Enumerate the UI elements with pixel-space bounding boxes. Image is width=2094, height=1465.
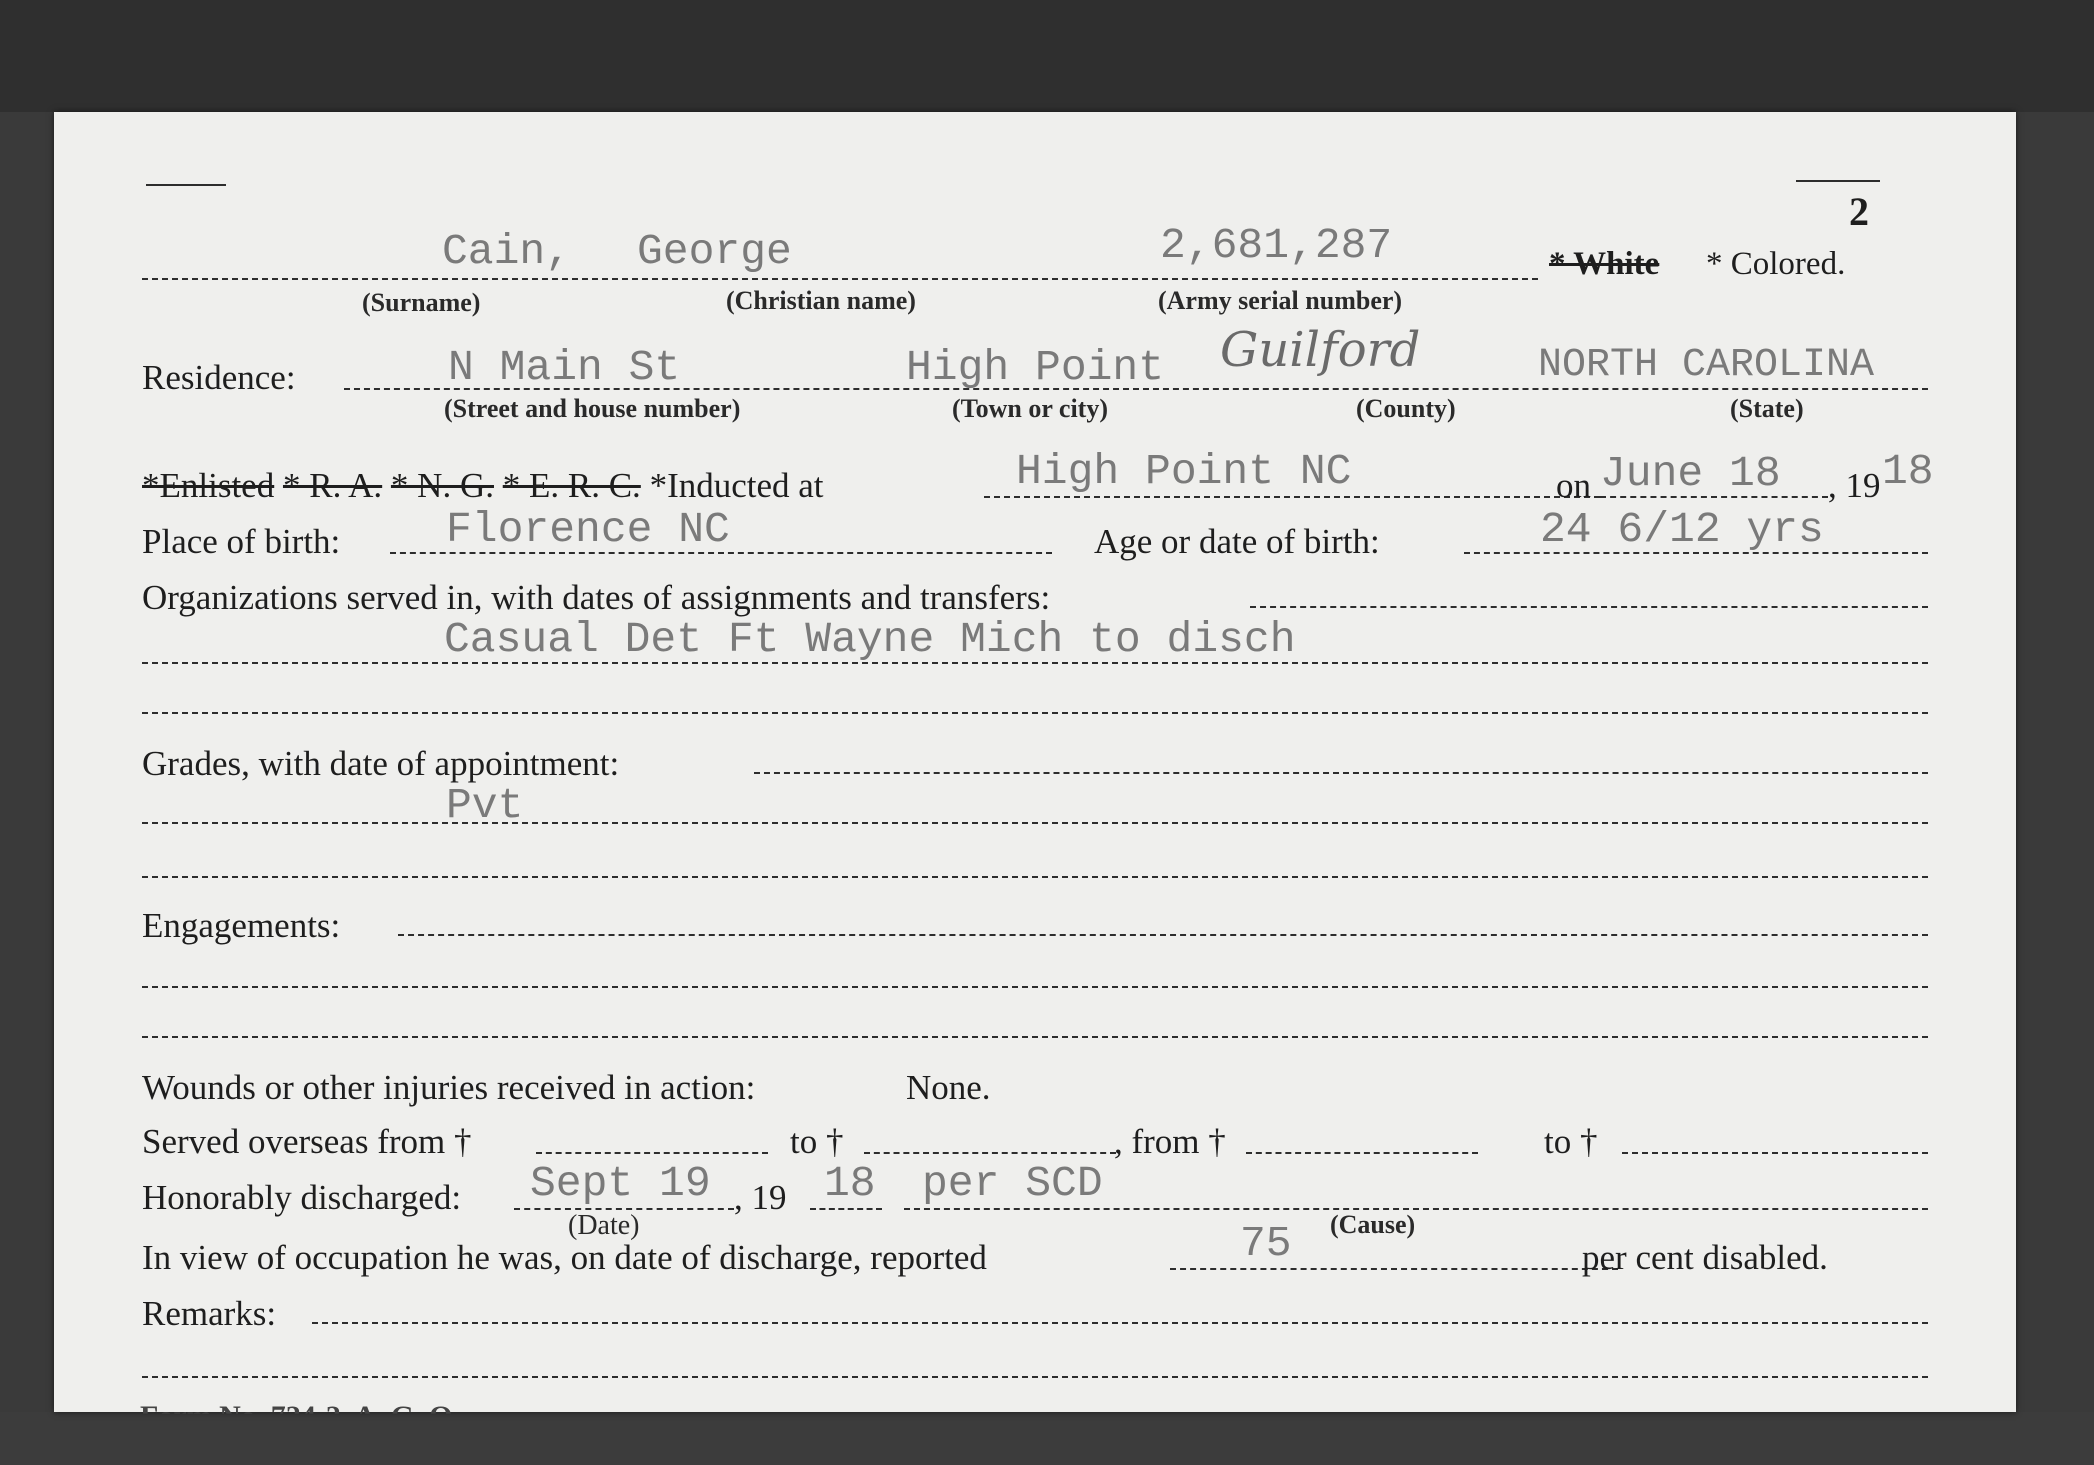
discharge-year-value: 18: [824, 1159, 876, 1208]
organizations-line-2: [142, 662, 1928, 664]
induction-date-value: June 18: [1600, 449, 1781, 498]
organizations-value: Casual Det Ft Wayne Mich to disch: [444, 615, 1296, 664]
caption-state: (State): [1730, 394, 1804, 423]
background-bottom: [0, 1412, 2094, 1465]
residence-label: Residence:: [142, 358, 296, 397]
county-value: Guilford: [1220, 322, 1421, 378]
remarks-label: Remarks:: [142, 1294, 277, 1333]
place-of-birth-value: Florence NC: [446, 505, 730, 554]
organizations-line-3: [142, 712, 1928, 714]
discharge-label: Honorably discharged:: [142, 1178, 462, 1217]
name-line: [142, 278, 1538, 280]
place-of-birth-label: Place of birth:: [142, 522, 341, 561]
induction-year-prefix: , 19: [1828, 466, 1881, 505]
background-top: [0, 0, 2094, 112]
grades-line-1: [754, 772, 1928, 774]
disability-value: 75: [1240, 1219, 1292, 1268]
overseas-from: , from †: [1114, 1122, 1226, 1161]
inducted-place-value: High Point NC: [1016, 447, 1352, 496]
service-record-card: [54, 112, 2016, 1412]
organizations-label: Organizations served in, with dates of assignments and transfers:: [142, 578, 1051, 617]
caption-serial-number: (Army serial number): [1158, 286, 1403, 315]
age-label: Age or date of birth:: [1094, 522, 1380, 561]
grades-line-3: [142, 876, 1928, 878]
town-value: High Point: [906, 343, 1165, 392]
discharge-year-prefix: , 19: [734, 1178, 787, 1217]
race-white: * White: [1549, 246, 1660, 282]
inducted-line: [984, 496, 1600, 498]
engagements-label: Engagements:: [142, 906, 341, 945]
engagements-line-3: [142, 1036, 1928, 1038]
grades-line-2: [142, 822, 1928, 824]
remarks-line-2: [142, 1376, 1928, 1378]
race-colored: * Colored.: [1706, 246, 1846, 282]
overseas-label: Served overseas from †: [142, 1122, 472, 1161]
enlistment-types: *Enlisted * R. A. * N. G. * E. R. C. *Inducted at: [142, 466, 824, 505]
disability-suffix: per cent disabled.: [1582, 1238, 1828, 1277]
state-value: NORTH CAROLINA: [1538, 343, 1875, 388]
overseas-line-1: [536, 1152, 768, 1154]
discharge-cause-line: [904, 1208, 1928, 1210]
organizations-line-1: [1250, 606, 1928, 608]
wounds-label: Wounds or other injuries received in action:: [142, 1068, 756, 1107]
grades-value: Pvt: [446, 781, 524, 830]
discharge-year-line: [810, 1208, 882, 1210]
residence-line: [344, 388, 1928, 390]
discharge-cause-value: per SCD: [922, 1159, 1103, 1208]
caption-county: (County): [1356, 394, 1456, 423]
engagements-line-1: [398, 934, 1928, 936]
engagements-line-2: [142, 986, 1928, 988]
disability-line: [1170, 1268, 1618, 1270]
caption-surname: (Surname): [362, 288, 481, 317]
discharge-date-value: Sept 19: [530, 1159, 711, 1208]
overseas-to-1: to †: [790, 1122, 844, 1161]
induction-date-line: [1600, 496, 1828, 498]
disability-label: In view of occupation he was, on date of discharge, reported: [142, 1238, 987, 1277]
surname-value: Cain,: [442, 227, 572, 276]
corner-rule-right: [1796, 180, 1880, 182]
overseas-line-3: [1246, 1152, 1478, 1154]
page-number: 2: [1849, 189, 1869, 234]
serial-number-value: 2,681,287: [1160, 221, 1393, 270]
place-of-birth-line: [390, 552, 1052, 554]
overseas-line-2: [864, 1152, 1116, 1154]
remarks-line-1: [312, 1322, 1928, 1324]
caption-date: (Date): [568, 1210, 640, 1241]
caption-christian-name: (Christian name): [726, 286, 916, 315]
overseas-to-2: to †: [1544, 1122, 1598, 1161]
age-value: 24 6/12 yrs: [1540, 505, 1824, 554]
caption-cause: (Cause): [1330, 1210, 1416, 1239]
street-value: N Main St: [448, 343, 681, 392]
christian-name-value: George: [637, 227, 792, 276]
corner-rule: [146, 184, 226, 186]
grades-label: Grades, with date of appointment:: [142, 744, 620, 783]
wounds-value: None.: [906, 1068, 991, 1107]
caption-street: (Street and house number): [444, 394, 741, 423]
age-line: [1464, 552, 1928, 554]
on-label: on: [1556, 466, 1591, 505]
caption-town: (Town or city): [952, 394, 1108, 423]
induction-year-value: 18: [1882, 447, 1934, 496]
overseas-line-4: [1622, 1152, 1928, 1154]
